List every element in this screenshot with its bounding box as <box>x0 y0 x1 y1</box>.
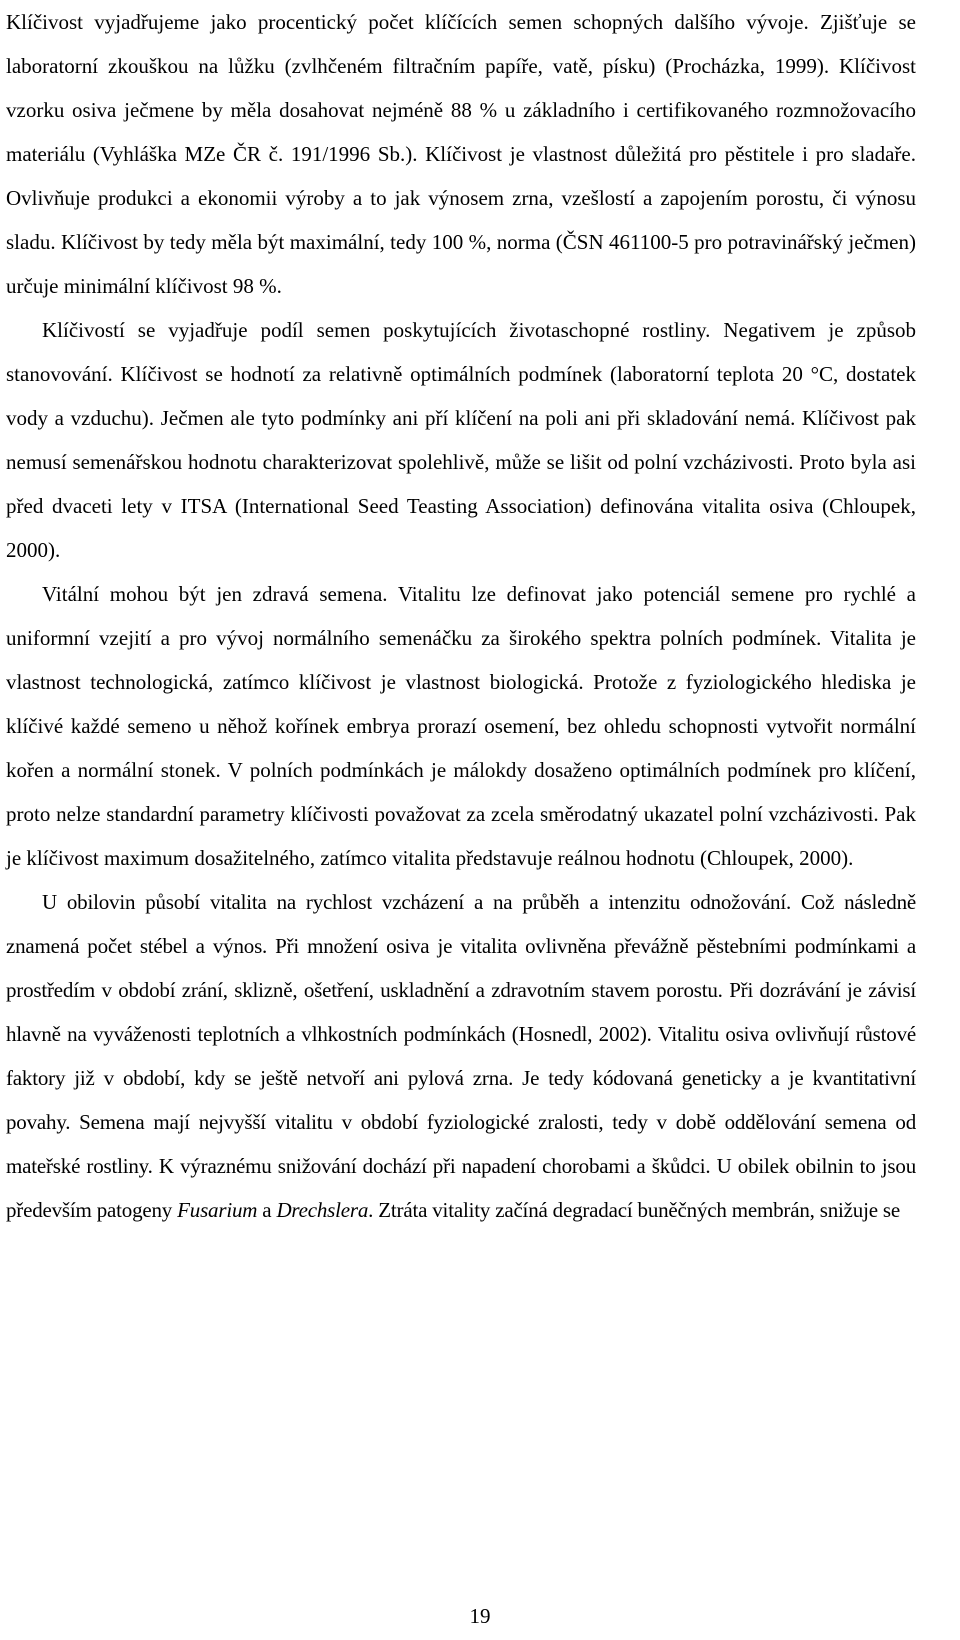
paragraph-connector: a <box>257 1198 277 1222</box>
paragraph-cereal-vitality <box>6 880 916 1232</box>
paragraph-text-before: U obilovin působí vitalita na rychlost vzcházení a na průběh a intenzitu odnožování. Což následně znamená počet stébel a výnos. Při množení osiva je vitalita ovlivněna převážně pěstebními podmínkami a prostředím v období zrání, sklizně, ošetření, uskladnění a zdravotním stavem porostu. Při dozrávání je závisí hlavně na vyváženosti teplotních a vlhkostních podmínkách (Hosnedl, 2002). Vitalitu osiva ovlivňují růstové faktory již v období, kdy se ještě netvoří ani pylová zrna. Je tedy kódovaná geneticky a je kvantitativní povahy. Semena mají nejvyšší vitalitu v období fyziologické zralosti, tedy v době oddělování semena od mateřské rostliny. K výraznému snižování dochází při napadení chorobami a škůdci. U obilek obilnin to jsou především patogeny <box>6 890 916 1222</box>
paragraph-germination-definition: Klíčivost vyjadřujeme jako procentický počet klíčících semen schopných dalšího vývoje. Zjišťuje se laboratorní zkouškou na lůžku (zvlhčeném filtračním papíře, vatě, písku) (Procházka, 1999). Klíčivost vzorku osiva ječmene by měla dosahovat nejméně 88 % u základního i certifikovaného rozmnožovacího materiálu (Vyhláška MZe ČR č. 191/1996 Sb.). Klíčivost je vlastnost důležitá pro pěstitele i pro sladaře. Ovlivňuje produkci a ekonomii výroby a to jak výnosem zrna, vzešlostí a zapojením porostu, či výnosu sladu. Klíčivost by tedy měla být maximální, tedy 100 %, norma (ČSN 461100-5 pro potravinářský ječmen) určuje minimální klíčivost 98 %. <box>6 10 916 298</box>
paragraph-vitality-definition: Vitální mohou být jen zdravá semena. Vitalitu lze definovat jako potenciál semene pro rychlé a uniformní vzejití a pro vývoj normálního semenáčku za širokého spektra polních podmínek. Vitalita je vlastnost technologická, zatímco klíčivost je vlastnost biologická. Protože z fyziologického hlediska je klíčivé každé semeno u něhož kořínek embrya prorazí osemení, bez ohledu schopnosti vytvořit normální kořen a normální stonek. V polních podmínkách je málokdy dosaženo optimálních podmínek pro klíčení, proto nelze standardní parametry klíčivosti považovat za zcela směrodatný ukazatel polní vzcházivosti. Pak je klíčivost maximum dosažitelného, zatímco vitalita představuje reálnou hodnotu (Chloupek, 2000). <box>6 582 916 870</box>
pathogen-name-fusarium: Fusarium <box>177 1198 258 1222</box>
paragraph-text-after: . Ztráta vitality začíná degradací buněčných membrán, snižuje se <box>368 1198 900 1222</box>
page-number: 19 <box>469 1604 491 1628</box>
pathogen-name-drechslera: Drechslera <box>276 1198 369 1222</box>
document-body <box>6 0 916 1232</box>
paragraph-germination-evaluation: Klíčivostí se vyjadřuje podíl semen poskytujících životaschopné rostliny. Negativem je způsob stanovování. Klíčivost se hodnotí za relativně optimálních podmínek (laboratorní teplota 20 °C, dostatek vody a vzduchu). Ječmen ale tyto podmínky ani pří klíčení na poli ani při skladování nemá. Klíčivost pak nemusí semenářskou hodnotu charakterizovat spolehlivě, může se lišit od polní vzcházivosti. Proto byla asi před dvaceti lety v ITSA (International Seed Teasting Association) definována vitalita osiva (Chloupek, 2000). <box>6 318 916 562</box>
